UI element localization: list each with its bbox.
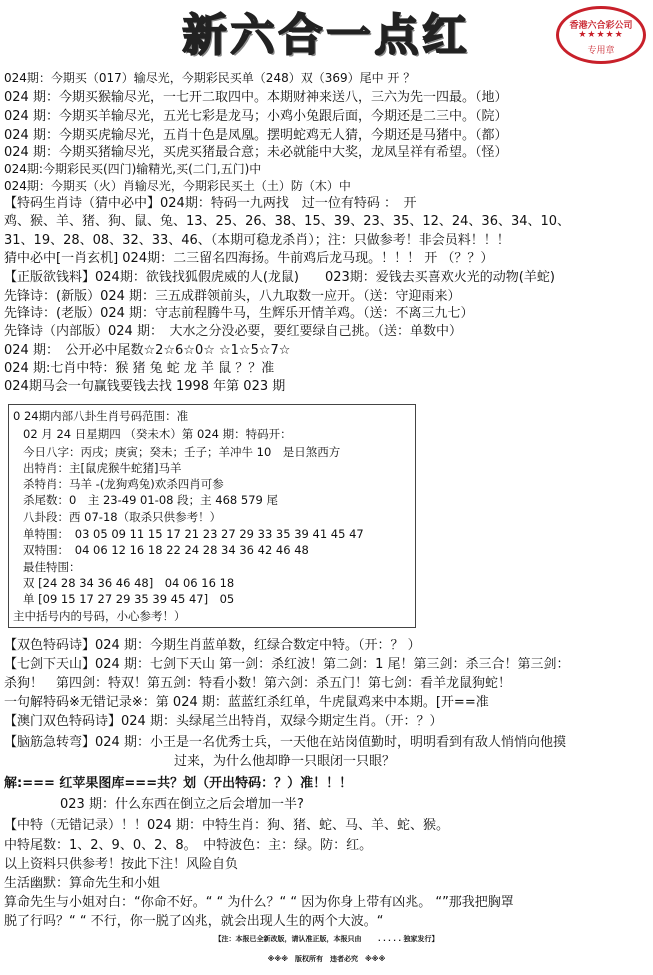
- text-line: 024 期： 公开必中尾数☆2☆6☆0☆ ☆1☆5☆7☆: [4, 343, 291, 358]
- box-line: 单 [09 15 17 27 29 35 39 45 47] 05: [23, 592, 235, 606]
- box-line: 杀特肖：马羊 -(龙狗鸡兔)欢杀四肖可参: [23, 477, 224, 491]
- text-line: 中特尾数：1、2、9、0、2、8。 中特波色：主：绿。防：红。: [4, 838, 373, 853]
- box-line: 主中括号内的号码，小心参考！）: [13, 609, 186, 623]
- text-line: 024期：今期买（火）肖输尽光，今期彩民买土（土）防（木）中: [4, 179, 351, 193]
- text-line: 【澳门双色特码诗】024 期：头绿尾兰出特肖，双绿今期定生肖。（开：？）: [4, 714, 443, 729]
- text-line: 过来，为什么他却睁一只眼闭一只眼？: [174, 754, 396, 769]
- text-line: 024期:今期彩民买(四门)输精光,买(二门,五门)中: [4, 162, 262, 176]
- text-line: 024 期：今期买猪输尽光，买虎买猪最合意；未必就能中大奖，龙凤呈祥有希望。（怪）: [4, 145, 508, 160]
- text-line: 024 期：今期买虎输尽光，五肖十色是凤凰。摆明蛇鸡无人猜，今期还是马猪中。（都）: [4, 128, 508, 143]
- box-line: 双特围： 04 06 12 16 18 22 24 28 34 36 42 46 48: [23, 543, 309, 557]
- text-line: 生活幽默：算命先生和小姐: [4, 876, 161, 891]
- text-line: 024期马会一句赢钱要钱去找 1998 年第 023 期: [4, 379, 286, 394]
- box-line: 出特肖：主[鼠虎猴牛蛇猪]马羊: [23, 461, 182, 475]
- text-line: 解:=== 红苹果图库===共？划（开出特码：？）准！！！: [4, 776, 353, 791]
- text-line: 脱了行吗？“ “ 不行，你一脱了凶兆，就会出现人生的两个大波。“: [4, 914, 384, 929]
- text-line: 先锋诗：(新版）024 期：三五成群领前头，八九取数一应开。（送：守迎雨来）: [4, 289, 461, 304]
- stamp-stars: ★★★★★: [578, 30, 624, 40]
- box-line: 最佳特围：: [23, 560, 81, 574]
- text-line: 024 期:七肖中特：猴 猪 兔 蛇 龙 羊 鼠 ？？准: [4, 361, 275, 376]
- stamp-label: 专用章: [587, 46, 615, 56]
- stamp-name: 香港六合彩公司: [569, 21, 633, 31]
- box-line: 双 [24 28 34 36 46 48] 04 06 16 18: [23, 576, 235, 590]
- box-line: 02 月 24 日星期四 （癸未木）第 024 期：特码开：: [23, 427, 292, 441]
- text-line: 猜中必中[一肖玄机] 024期：二三留名四海扬。牛前鸡后龙马现。！！！ 开 （？？）: [4, 251, 494, 266]
- text-line: 以上资料只供参考！按此下注！风险自负: [4, 857, 239, 872]
- text-line: 【七剑下天山】024 期：七剑下天山 第一剑：杀红波！第二剑：1 尾！第三剑：杀三合！第三剑：: [4, 657, 570, 672]
- box-line: 0 24期内部八卦生肖号码范围：准: [13, 409, 189, 423]
- text-line: 024期：今期买（017）输尽光，今期彩民买单（248）双（369）尾中 开 ？: [4, 71, 416, 85]
- text-line: 【正版欲钱料】024期：欲钱找狐假虎威的人(龙鼠) 023期：爱钱去买喜欢火光的动物(羊蛇): [4, 270, 555, 285]
- text-line: 023 期：什么东西在倒立之后会增加一半?: [60, 797, 304, 812]
- text-line: 024 期：今期买羊输尽光，五光七彩是龙马；小鸡小兔跟后面，今期还是二三中。（院）: [4, 109, 508, 124]
- text-line: 算命先生与小姐对白：“你命不好。“ “ 为什么？“ “ 因为你身上带有凶兆。 “”那我把胸罩: [4, 895, 514, 910]
- page-title: 新六合一点红: [182, 10, 471, 61]
- text-line: 31、19、28、08、32、33、46、（本期可稳龙杀肖）；注：只做参考！非会员料！！！: [4, 233, 510, 248]
- box-line: 八卦段：西 07-18（取杀只供参考！）: [23, 510, 222, 524]
- bagua-range-box: [8, 404, 416, 628]
- box-line: 今日八字：丙戌；庚寅；癸未；壬子；羊冲牛 10 是日煞西方: [23, 445, 341, 459]
- box-line: 单特围： 03 05 09 11 15 17 21 23 27 29 33 35 39 41 45 47: [23, 527, 364, 541]
- box-line: 杀尾数：0 主 23-49 01-08 段；主 468 579 尾: [23, 493, 278, 507]
- text-line: 鸡、猴、羊、猪、狗、鼠、兔、13、25、26、38、15、39、23、35、12、24、36、34、10、: [4, 214, 571, 229]
- text-line: 【脑筋急转弯】024 期：小王是一名优秀士兵，一天他在站岗值勤时，明明看到有敌人悄悄向他摸: [4, 735, 566, 750]
- text-line: 【特码生肖诗（猜中必中】024期：特码一九两找 过一位有特码 ： 开: [4, 196, 417, 211]
- text-line: 【中特（无错记录）！！024 期：中特生肖：狗、猪、蛇、马、羊、蛇、猴。: [4, 818, 449, 833]
- text-line: 024 期：今期买猴输尽光，一七开二取四中。本期财神来送八，三六为先一四最。（地）: [4, 90, 508, 105]
- footer-copyright: ※※※ 版权所有 违者必究 ※※※: [267, 955, 386, 963]
- text-line: 【双色特码诗】024 期：今期生肖蓝单数，红绿合数定中特。（开：？ ）: [4, 638, 421, 653]
- footer-notice: 【注：本报已全新改版，请认准正版，本报只由 . . . . . 独家发行】: [214, 935, 439, 943]
- text-line: 杀狗！ 第四剑：特双！第五剑：特看小数！第六剑：杀五门！第七剑：看羊龙鼠狗蛇！: [4, 676, 512, 691]
- text-line: 先锋诗（内部版）024 期： 大水之分没必要，要红要绿自己挑。（送：单数中）: [4, 324, 462, 339]
- text-line: 先锋诗：(老版）024 期：守志前程腾牛马，生辉乐开情羊鸡。（送：不离三九七）: [4, 306, 474, 321]
- text-line: 一句解特码※无错记录※：第 024 期：蓝蓝红杀红单，牛虎鼠鸡来中本期。[开==准: [4, 695, 489, 710]
- company-stamp: [556, 6, 646, 64]
